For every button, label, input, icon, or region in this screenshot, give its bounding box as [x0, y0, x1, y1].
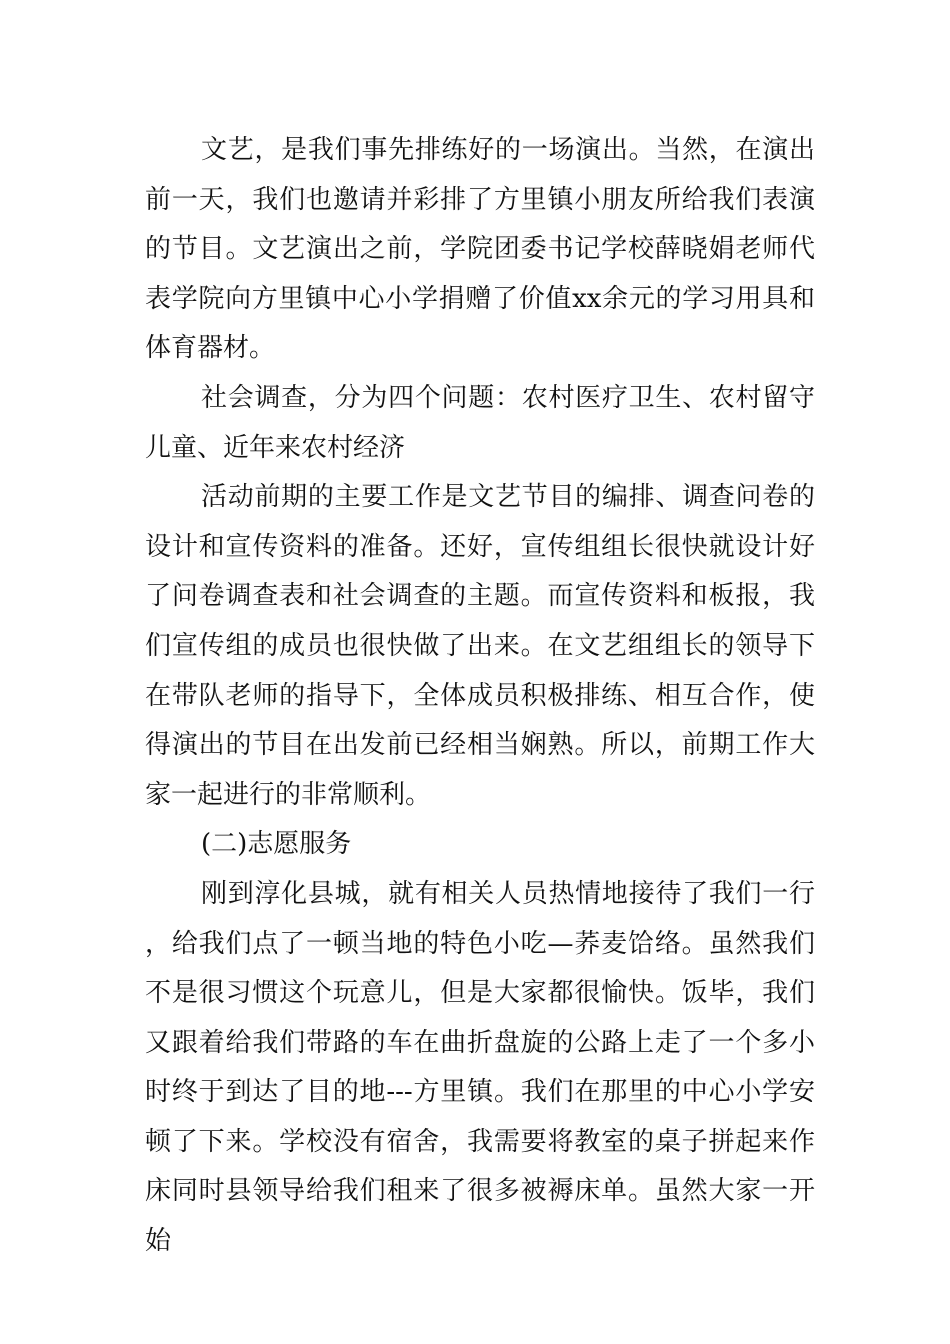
- paragraph-performance: 文艺，是我们事先排练好的一场演出。当然，在演出前一天，我们也邀请并彩排了方里镇小朋友所给我们表演的节目。文艺演出之前，学院团委书记学校薛晓娟老师代表学院向方里镇中心小学捐赠了价值xx余元的学习用具和体育器材。: [145, 135, 815, 364]
- section-heading-volunteer-service: (二)志愿服务: [201, 829, 352, 860]
- paragraph-arrival: 刚到淳化县城，就有相关人员热情地接待了我们一行，给我们点了一顿当地的特色小吃—荞麦饸络。虽然我们不是很习惯这个玩意儿，但是大家都很愉快。饭毕，我们又跟着给我们带路的车在曲折盘旋的公路上走了一个多小时终于到达了目的地---方里镇。我们在那里的中心小学安顿了下来。学校没有宿舍，我需要将教室的桌子拼起来作床同时县领导给我们租来了很多被褥床单。虽然大家一开始: [145, 878, 815, 1257]
- document-body: [145, 126, 815, 1267]
- paragraph-social-survey: 社会调查，分为四个问题：农村医疗卫生、农村留守儿童、近年来农村经济: [145, 382, 815, 463]
- paragraph-preparation: 活动前期的主要工作是文艺节目的编排、调查问卷的设计和宣传资料的准备。还好，宣传组组长很快就设计好了问卷调查表和社会调查的主题。而宣传资料和板报，我们宣传组的成员也很快做了出来。在文艺组组长的领导下在带队老师的指导下，全体成员积极排练、相互合作，使得演出的节目在出发前已经相当娴熟。所以，前期工作大家一起进行的非常顺利。: [145, 482, 815, 810]
